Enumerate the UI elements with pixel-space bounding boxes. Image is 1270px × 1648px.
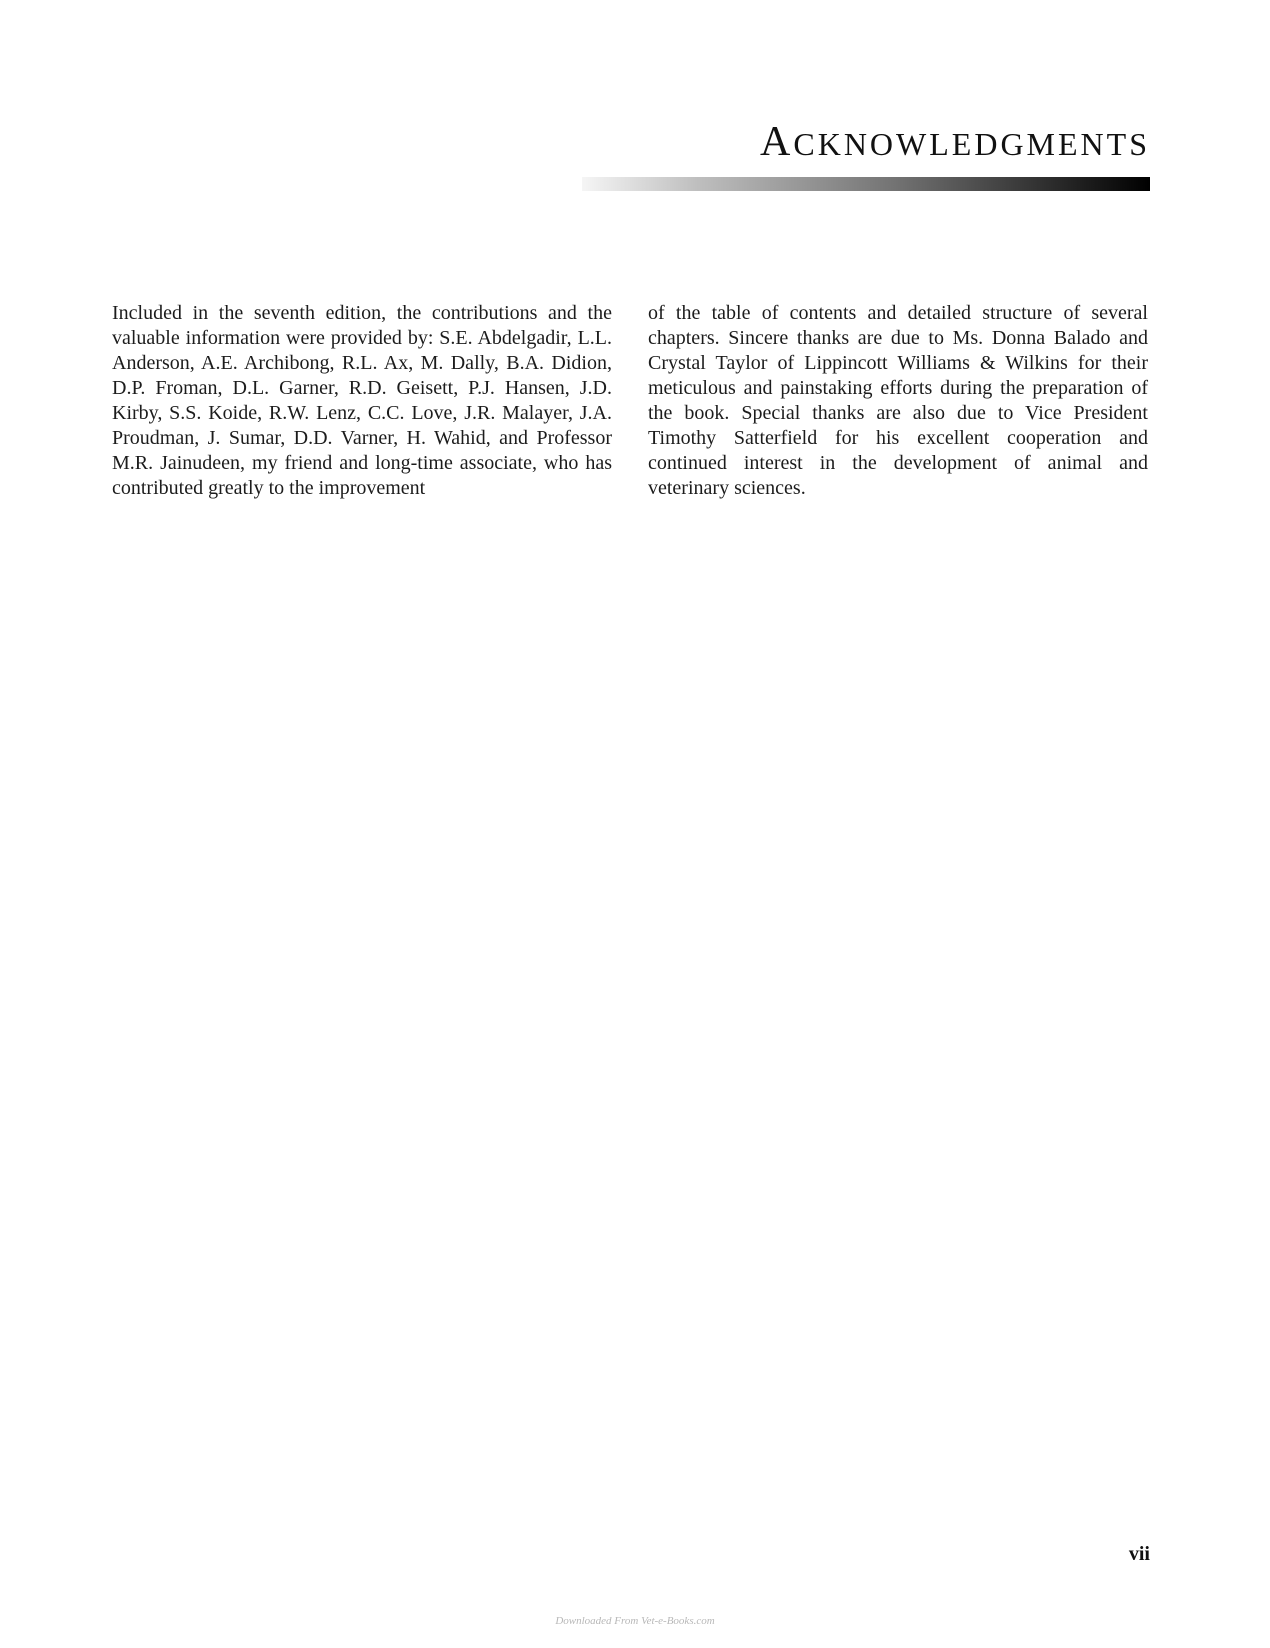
page-title-initial: A <box>760 119 794 165</box>
page-title <box>760 118 1150 166</box>
download-watermark: Downloaded From Vet-e-Books.com <box>555 1615 715 1627</box>
body-column-right: of the table of contents and detailed structure of several chapters. Sincere thanks are due to Ms. Donna Balado and Crystal Taylor of Lippincott Williams & Wilkins for their meticulous and painstaking efforts during the preparation of the book. Special thanks are also due to Vice President Timothy Satterfield for his excellent cooperation and continued interest in the development of animal and veterinary sciences. <box>648 302 1148 499</box>
title-gradient-rule <box>582 177 1150 191</box>
page-title-rest: CKNOWLEDGMENTS <box>793 126 1150 162</box>
body-column-left: Included in the seventh edition, the contributions and the valuable information were provided by: S.E. Abdelgadir, L.L. Anderson, A.E. Archibong, R.L. Ax, M. Dally, B.A. Didion, D.P. Froman, D.L. Garner, R.D. Geisett, P.J. Hansen, J.D. Kirby, S.S. Koide, R.W. Lenz, C.C. Love, J.R. Malayer, J.A. Proudman, J. Sumar, D.D. Varner, H. Wahid, and Professor M.R. Jainudeen, my friend and long-time associate, who has contributed greatly to the improvement <box>112 302 612 499</box>
page-number: vii <box>1128 1543 1150 1565</box>
